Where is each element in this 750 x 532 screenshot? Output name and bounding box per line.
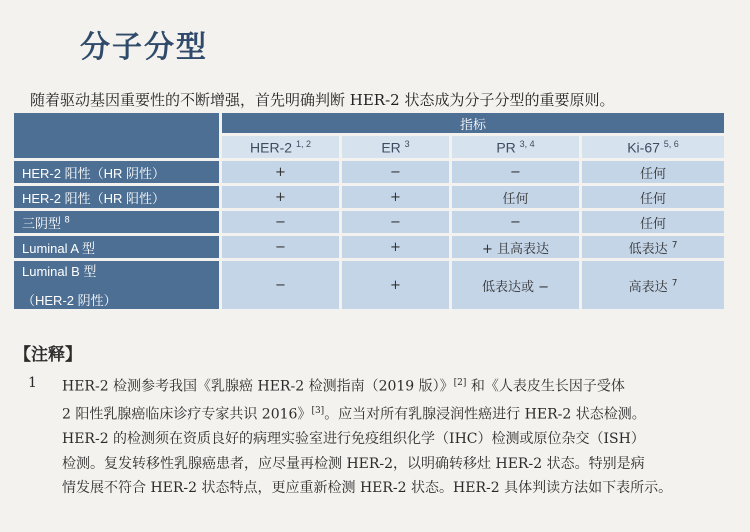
table-cell (452, 183, 582, 208)
cell-value: + (275, 164, 286, 180)
note-item (28, 371, 728, 501)
row-header-label: HER-2 阳性（HR 阳性） (22, 190, 166, 206)
column-header (582, 133, 724, 158)
cell-value: 任何 (640, 166, 667, 182)
row-header-ref: 8 (64, 214, 70, 225)
table-cell (342, 208, 452, 233)
indicator-group-header: 指标 (222, 113, 724, 133)
cell-value: + (390, 189, 401, 205)
table-cell (342, 258, 452, 309)
cell-value: − (390, 164, 401, 180)
table-cell (582, 233, 724, 258)
table-cell (452, 258, 582, 309)
cell-ref: 7 (671, 240, 678, 251)
column-header-label: PR (496, 139, 516, 156)
table-cell (222, 258, 342, 309)
note-number: 1 (28, 375, 37, 391)
row-header (14, 208, 222, 233)
note-line (62, 452, 728, 477)
row-header-label: Luminal B 型 (22, 264, 97, 279)
row-header-label: Luminal A 型 (22, 240, 95, 256)
row-header (14, 233, 222, 258)
row-header (14, 158, 222, 183)
cell-value: + (275, 189, 286, 205)
column-header-ref: 1, 2 (295, 138, 311, 149)
row-header (14, 258, 222, 309)
column-header (342, 133, 452, 158)
row-header-subtitle: （HER-2 阴性） (22, 293, 117, 308)
row-header-label: 三阴型 (22, 215, 62, 231)
table-row (14, 183, 724, 208)
cell-value: + (390, 277, 401, 293)
note-citation: [3] (311, 406, 325, 417)
cell-value: − (510, 164, 521, 180)
table-cell (582, 183, 724, 208)
table-cell (222, 158, 342, 183)
note-line-text: 2 阳性乳腺癌临床诊疗专家共识 2016》 (62, 406, 312, 423)
notes-title: 【注释】 (14, 345, 82, 365)
cell-value: + (390, 239, 401, 255)
intro-text: 随着驱动基因重要性的不断增强，首先明确判断 HER-2 状态成为分子分型的重要原则。 (30, 91, 615, 109)
table-cell (582, 208, 724, 233)
table-cell (222, 233, 342, 258)
column-header-label: HER-2 (250, 139, 293, 156)
cell-value: − (510, 214, 521, 230)
column-header-label: Ki-67 (627, 139, 660, 156)
cell-value: − (275, 239, 286, 255)
cell-value: 任何 (502, 191, 529, 207)
note-line (62, 427, 728, 452)
table-row (14, 208, 724, 233)
cell-value: 任何 (640, 216, 667, 232)
table-cell (452, 208, 582, 233)
column-header (222, 133, 342, 158)
table-cell (342, 183, 452, 208)
note-citation: [2] (453, 378, 467, 388)
table-cell (342, 158, 452, 183)
table-row (14, 233, 724, 258)
table-cell (342, 233, 452, 258)
table-cell (452, 158, 582, 183)
note-line (62, 399, 728, 427)
cell-value: 高表达 (628, 279, 668, 295)
note-line-continuation: 。应当对所有乳腺浸润性癌进行 HER-2 状态检测。 (324, 406, 646, 423)
page-title: 分子分型 (80, 30, 208, 65)
row-header (14, 183, 222, 208)
cell-value: − (275, 214, 286, 230)
table-corner (14, 113, 222, 158)
note-line (62, 476, 728, 501)
table-row (14, 258, 724, 309)
note-line-continuation: 和《人表皮生长因子受体 (466, 378, 625, 395)
column-header-label: ER (381, 139, 401, 156)
column-header (452, 133, 582, 158)
table-cell (222, 208, 342, 233)
cell-ref: 7 (671, 278, 678, 289)
molecular-subtype-table (14, 113, 724, 309)
note-line-text: HER-2 检测参考我国《乳腺癌 HER-2 检测指南（2019 版）》 (62, 378, 454, 395)
note-line-text: HER-2 的检测须在资质良好的病理实验室进行免疫组织化学（IHC）检测或原位杂交（ISH） (62, 431, 645, 448)
cell-value: − (390, 214, 401, 230)
table-cell (582, 158, 724, 183)
table-cell (452, 233, 582, 258)
table-row (14, 158, 724, 183)
table-cell (582, 258, 724, 309)
note-line-text: 情发展不符合 HER-2 状态特点，更应重新检测 HER-2 状态。HER-2 具体判读方法如下表所示。 (62, 480, 673, 497)
table-cell (222, 183, 342, 208)
cell-value: 低表达 (628, 241, 668, 257)
cell-value: 任何 (640, 191, 667, 207)
row-header-label: HER-2 阳性（HR 阴性） (22, 165, 166, 181)
cell-value: − (275, 277, 286, 293)
column-header-ref: 3 (404, 138, 410, 149)
column-header-ref: 3, 4 (519, 138, 535, 149)
note-text (62, 371, 728, 501)
column-header-ref: 5, 6 (663, 138, 679, 149)
note-line (62, 371, 728, 399)
note-line-text: 检测。复发转移性乳腺癌患者，应尽量再检测 HER-2，以明确转移灶 HER-2 状态。特别是病 (62, 455, 645, 472)
cell-value: 低表达或 − (481, 279, 550, 295)
cell-value: + 且高表达 (481, 241, 550, 257)
